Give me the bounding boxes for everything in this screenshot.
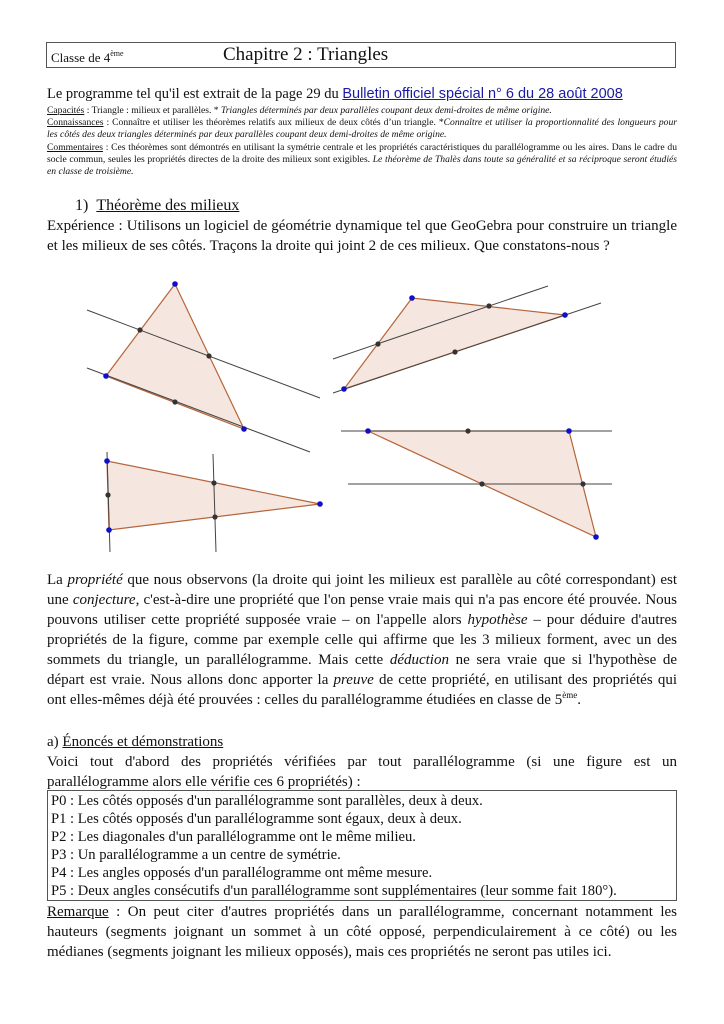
para-text-4: – pour déduire d'autres propriétés de la figure, comme par exemple celle qui affirme que les 3 milieux forment, avec un des sommets du triangle, un parallélogramme. Mais cette	[47, 612, 677, 668]
bulletin-officiel-link[interactable]: Bulletin officiel spécial n° 6 du 28 août 2008	[342, 86, 623, 102]
figure-triangle-1	[87, 281, 320, 452]
connaissances-block	[47, 117, 677, 141]
term-preuve: preuve	[333, 672, 374, 688]
para-text-5: ne sera vraie que si l'hypothèse de départ est vraie. Nous allons donc apporter la	[47, 652, 677, 688]
property-p2: P2 : Les diagonales d'un parallélogramme ont le même milieu.	[51, 829, 416, 845]
capacites-italic: Triangles déterminés par deux parallèles coupant deux demi-droites de même origine.	[220, 105, 552, 116]
section-1-heading	[75, 197, 239, 215]
figure-triangle-2	[333, 286, 601, 393]
remarque-text: : On peut citer d'autres propriétés dans un parallélogramme, concernant notamment les hauteurs (segments joignant un sommet à un côté opposé, perpendiculairement à ce côté) ou les médianes (segments joignant les milieux opposés), mais ces propriétés ne seront pas utiles ici.	[47, 904, 677, 960]
term-conjecture: conjecture	[72, 592, 136, 608]
parallelogram-intro: Voici tout d'abord des propriétés vérifiées par tout parallélogramme (si une figure est un parallélogramme alors elle vérifie ces 6 propriétés) :	[47, 754, 677, 790]
properties-box	[47, 790, 677, 901]
capacites-block	[47, 105, 677, 117]
para-text-1: La	[47, 572, 68, 588]
term-propriete: propriété	[67, 572, 123, 588]
connaissances-label: Connaissances	[47, 117, 104, 128]
connaissances-text: : Connaître et utiliser les théorèmes relatifs aux milieux de deux côtés d’un triangle. *	[103, 117, 444, 128]
figure-triangle-3	[104, 452, 323, 552]
para-text-6: de cette propriété, en utilisant des propriétés qui ont elles-mêmes déjà été prouvées : celles du parallélogramme étudiées en classe de 5	[47, 672, 677, 708]
experience-paragraph: Expérience : Utilisons un logiciel de géométrie dynamique tel que GeoGebra pour construire un triangle et les milieux de ses côtés. Traçons la droite qui joint 2 de ces milieux. Que constatons-nous ?	[47, 218, 677, 254]
property-p4: P4 : Les angles opposés d'un parallélogramme ont même mesure.	[51, 865, 433, 881]
commentaires-block	[47, 142, 677, 178]
term-deduction: déduction	[389, 652, 449, 668]
property-p1: P1 : Les côtés opposés d'un parallélogramme sont égaux, deux à deux.	[51, 811, 462, 827]
remarque-label: Remarque	[47, 904, 109, 920]
chapter-title: Chapitre 2 : Triangles	[223, 44, 389, 65]
para-sup: ème	[562, 690, 578, 700]
section-1-title: Théorème des milieux	[96, 197, 240, 214]
subsection-a-title: Énoncés et démonstrations	[62, 734, 224, 750]
section-1-number: 1)	[75, 197, 89, 214]
property-p0: P0 : Les côtés opposés d'un parallélogramme sont parallèles, deux à deux.	[51, 793, 483, 809]
commentaires-italic: Le théorème de Thalès dans toute sa généralité et sa réciproque seront étudiés en classe de troisième.	[47, 154, 677, 177]
capacites-text: : Triangle : milieux et parallèles. *	[84, 105, 221, 116]
programme-intro	[47, 86, 677, 103]
chapter-header	[46, 42, 676, 68]
property-p5: P5 : Deux angles consécutifs d'un parallélogramme sont supplémentaires (leur somme fait 180°).	[51, 883, 617, 899]
commentaires-label: Commentaires	[47, 142, 103, 153]
conjecture-paragraph	[47, 570, 677, 710]
connaissances-italic: Connaître et utiliser la proportionnalité des longueurs pour les côtés des deux triangles déterminés par deux parallèles coupant deux demi-droites de même origine.	[47, 117, 677, 140]
remarque-paragraph	[47, 902, 677, 962]
class-level-sup: ème	[110, 49, 124, 58]
capacites-label: Capacités	[47, 105, 85, 116]
para-text-2: que nous observons (la droite qui joint les milieux est parallèle au côté correspondant) est une	[47, 572, 677, 608]
subsection-a-prefix: a)	[47, 734, 63, 750]
subsection-a-heading	[47, 734, 223, 751]
class-level-text: Classe de 4	[51, 50, 111, 65]
programme-intro-text: Le programme tel qu'il est extrait de la page 29 du	[47, 86, 343, 102]
term-hypothese: hypothèse	[467, 612, 528, 628]
para-text-7: .	[577, 692, 581, 708]
commentaires-text: : Ces théorèmes sont démontrés en utilisant la symétrie centrale et les propriétés caractéristiques du parallélogramme ou les aires. Dans le cadre du socle commun, seules les propriétés directes de la droite des milieux sont exigibles.	[47, 142, 677, 165]
para-text-3: , c'est-à-dire une propriété que l'on pense vraie mais qui n'a pas encore été prouvée. Nous pouvons utiliser cette propriété supposée vraie – on l'appelle alors	[47, 592, 677, 628]
property-p3: P3 : Un parallélogramme a un centre de symétrie.	[51, 847, 341, 863]
class-level	[51, 49, 124, 66]
figure-triangle-4	[341, 428, 612, 540]
